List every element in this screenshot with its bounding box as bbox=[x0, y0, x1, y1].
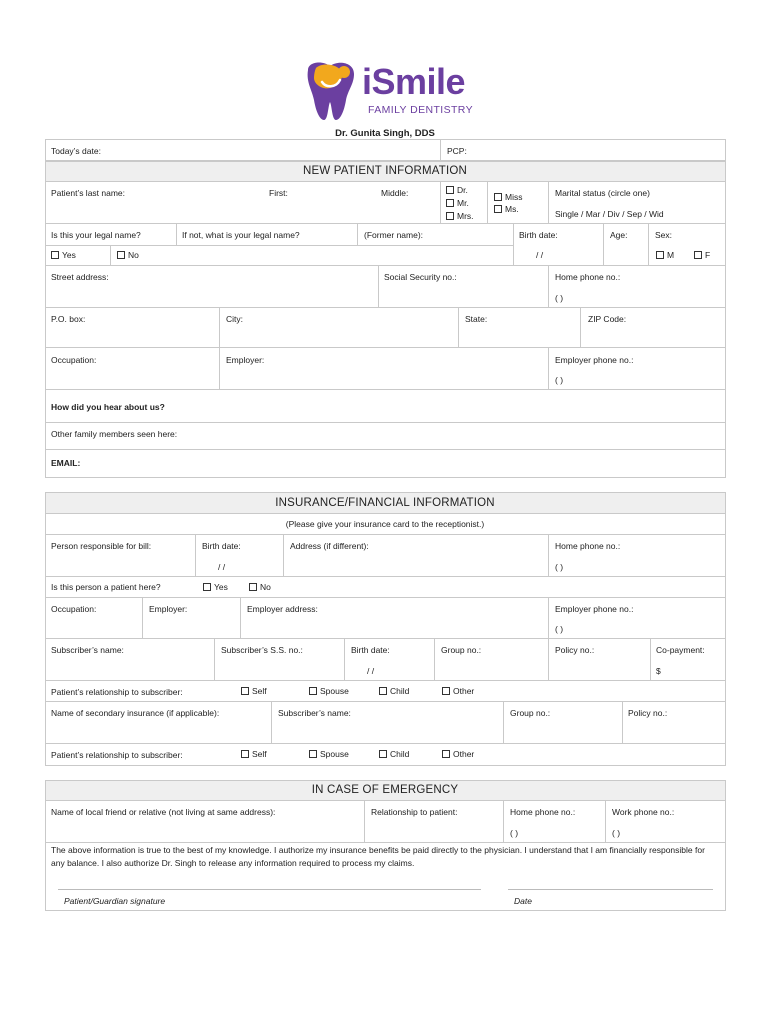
emergency-home-phone-parens: ( ) bbox=[510, 828, 519, 838]
checkbox-icon bbox=[446, 212, 454, 220]
logo-name: iSmile bbox=[362, 61, 466, 102]
hear-about-us-label: How did you hear about us? bbox=[51, 402, 165, 412]
title-checkbox-miss[interactable]: Miss bbox=[494, 192, 522, 202]
relationship2-self[interactable]: Self bbox=[241, 749, 267, 759]
subscriber-birth-date-slashes: / / bbox=[367, 666, 375, 676]
checkbox-icon bbox=[442, 687, 450, 695]
signature-line-label[interactable]: Patient/Guardian signature bbox=[64, 896, 166, 906]
relationship-child[interactable]: Child bbox=[379, 686, 409, 696]
ismile-logo bbox=[300, 60, 480, 122]
ins-address-label: Address (if different): bbox=[290, 541, 369, 551]
family-members-label: Other family members seen here: bbox=[51, 429, 178, 439]
email-label: EMAIL: bbox=[51, 458, 81, 468]
relationship-self[interactable]: Self bbox=[241, 686, 267, 696]
zip-code-label: ZIP Code: bbox=[588, 314, 627, 324]
checkbox-icon bbox=[694, 251, 702, 259]
checkbox-icon bbox=[656, 251, 664, 259]
emergency-relationship-label: Relationship to patient: bbox=[371, 807, 458, 817]
emergency-work-phone-parens: ( ) bbox=[612, 828, 621, 838]
ins-employer-phone-parens: ( ) bbox=[555, 624, 564, 634]
birth-date-label: Birth date: bbox=[519, 230, 558, 240]
title-checkbox-mrs[interactable]: Mrs. bbox=[446, 211, 474, 221]
ins-home-phone-label: Home phone no.: bbox=[555, 541, 621, 551]
checkbox-icon bbox=[309, 750, 317, 758]
po-box-label: P.O. box: bbox=[51, 314, 86, 324]
group-no-label: Group no.: bbox=[441, 645, 482, 655]
checkbox-icon bbox=[241, 750, 249, 758]
ins-occupation-label: Occupation: bbox=[51, 604, 97, 614]
relationship-other[interactable]: Other bbox=[442, 686, 474, 696]
relationship-spouse[interactable]: Spouse bbox=[309, 686, 349, 696]
subscriber-birth-date-label: Birth date: bbox=[351, 645, 390, 655]
employer-label: Employer: bbox=[226, 355, 265, 365]
checkbox-icon bbox=[309, 687, 317, 695]
title-checkbox-dr[interactable]: Dr. bbox=[446, 185, 468, 195]
sex-f[interactable]: F bbox=[694, 250, 710, 260]
local-friend-label: Name of local friend or relative (not living at same address): bbox=[51, 807, 276, 817]
is-patient-no[interactable]: No bbox=[249, 582, 271, 592]
city-label: City: bbox=[226, 314, 243, 324]
secondary-policy-label: Policy no.: bbox=[628, 708, 668, 718]
first-name-label: First: bbox=[269, 188, 288, 198]
copayment-label: Co-payment: bbox=[656, 645, 705, 655]
copayment-dollar: $ bbox=[656, 666, 661, 676]
secondary-group-label: Group no.: bbox=[510, 708, 551, 718]
responsible-label: Person responsible for bill: bbox=[51, 541, 152, 551]
insurance-section-title: INSURANCE/FINANCIAL INFORMATION bbox=[275, 497, 495, 509]
ins-birth-date-slashes: / / bbox=[218, 562, 226, 572]
pcp-label: PCP: bbox=[447, 146, 467, 156]
checkbox-icon bbox=[241, 687, 249, 695]
ins-employer-phone-label: Employer phone no.: bbox=[555, 604, 634, 614]
employer-phone-parens: ( ) bbox=[555, 375, 564, 385]
relationship-label: Patient’s relationship to subscriber: bbox=[51, 687, 183, 697]
doctor-name: Dr. Gunita Singh, DDS bbox=[335, 128, 435, 139]
secondary-insurance-label: Name of secondary insurance (if applicable): bbox=[51, 708, 220, 718]
secondary-subscriber-label: Subscriber’s name: bbox=[278, 708, 351, 718]
logo-tagline: FAMILY DENTISTRY bbox=[368, 104, 474, 116]
is-patient-yes[interactable]: Yes bbox=[203, 582, 228, 592]
checkbox-icon bbox=[379, 750, 387, 758]
age-label: Age: bbox=[610, 230, 628, 240]
checkbox-icon bbox=[249, 583, 257, 591]
former-name-label: (Former name): bbox=[364, 230, 424, 240]
employer-phone-label: Employer phone no.: bbox=[555, 355, 634, 365]
legal-name-label: Is this your legal name? bbox=[51, 230, 141, 240]
checkbox-icon bbox=[203, 583, 211, 591]
legal-name-yes[interactable]: Yes bbox=[51, 250, 76, 260]
home-phone-parens: ( ) bbox=[555, 293, 564, 303]
relationship2-child[interactable]: Child bbox=[379, 749, 409, 759]
subscriber-name-label: Subscriber’s name: bbox=[51, 645, 124, 655]
relationship2-spouse[interactable]: Spouse bbox=[309, 749, 349, 759]
todays-date-label: Today’s date: bbox=[51, 146, 101, 156]
patient-section-title: NEW PATIENT INFORMATION bbox=[302, 165, 468, 177]
if-not-legal-name-label: If not, what is your legal name? bbox=[182, 230, 300, 240]
marital-status-options[interactable]: Single / Mar / Div / Sep / Wid bbox=[555, 209, 664, 219]
insurance-card-note: (Please give your insurance card to the receptionist.) bbox=[285, 519, 485, 529]
legal-name-no[interactable]: No bbox=[117, 250, 139, 260]
checkbox-icon bbox=[494, 205, 502, 213]
checkbox-icon bbox=[446, 186, 454, 194]
ins-employer-address-label: Employer address: bbox=[247, 604, 318, 614]
checkbox-icon bbox=[494, 193, 502, 201]
checkbox-icon bbox=[379, 687, 387, 695]
birth-date-slashes: / / bbox=[536, 250, 544, 260]
checkbox-icon bbox=[442, 750, 450, 758]
relationship2-other[interactable]: Other bbox=[442, 749, 474, 759]
tooth-logo-icon bbox=[300, 60, 360, 122]
policy-no-label: Policy no.: bbox=[555, 645, 595, 655]
sex-label: Sex: bbox=[655, 230, 673, 240]
occupation-label: Occupation: bbox=[51, 355, 97, 365]
subscriber-ssn-label: Subscriber’s S.S. no.: bbox=[221, 645, 303, 655]
emergency-home-phone-label: Home phone no.: bbox=[510, 807, 576, 817]
marital-status-label: Marital status (circle one) bbox=[555, 188, 650, 198]
sex-m[interactable]: M bbox=[656, 250, 674, 260]
middle-name-label: Middle: bbox=[381, 188, 409, 198]
street-address-label: Street address: bbox=[51, 272, 109, 282]
last-name-label: Patient’s last name: bbox=[51, 188, 126, 198]
home-phone-label: Home phone no.: bbox=[555, 272, 621, 282]
ins-home-phone-parens: ( ) bbox=[555, 562, 564, 572]
todays-date-field[interactable] bbox=[45, 139, 726, 161]
emergency-work-phone-label: Work phone no.: bbox=[612, 807, 675, 817]
checkbox-icon bbox=[51, 251, 59, 259]
ins-employer-label: Employer: bbox=[149, 604, 188, 614]
authorization-statement: The above information is true to the best of my knowledge. I authorize my insurance benefits be paid directly to the physician. I understand that I am financially responsible for any balance. I also authorize Dr. Singh to release any information required to process my claims. bbox=[51, 845, 705, 868]
is-patient-label: Is this person a patient here? bbox=[51, 582, 161, 592]
checkbox-icon bbox=[446, 199, 454, 207]
ins-birth-date-label: Birth date: bbox=[202, 541, 241, 551]
title-checkbox-ms[interactable]: Ms. bbox=[494, 204, 519, 214]
relationship2-label: Patient’s relationship to subscriber: bbox=[51, 750, 183, 760]
emergency-section-title: IN CASE OF EMERGENCY bbox=[311, 784, 459, 796]
checkbox-icon bbox=[117, 251, 125, 259]
date-line-label[interactable]: Date bbox=[514, 896, 532, 906]
state-label: State: bbox=[465, 314, 488, 324]
title-checkbox-mr[interactable]: Mr. bbox=[446, 198, 469, 208]
ssn-label: Social Security no.: bbox=[384, 272, 457, 282]
